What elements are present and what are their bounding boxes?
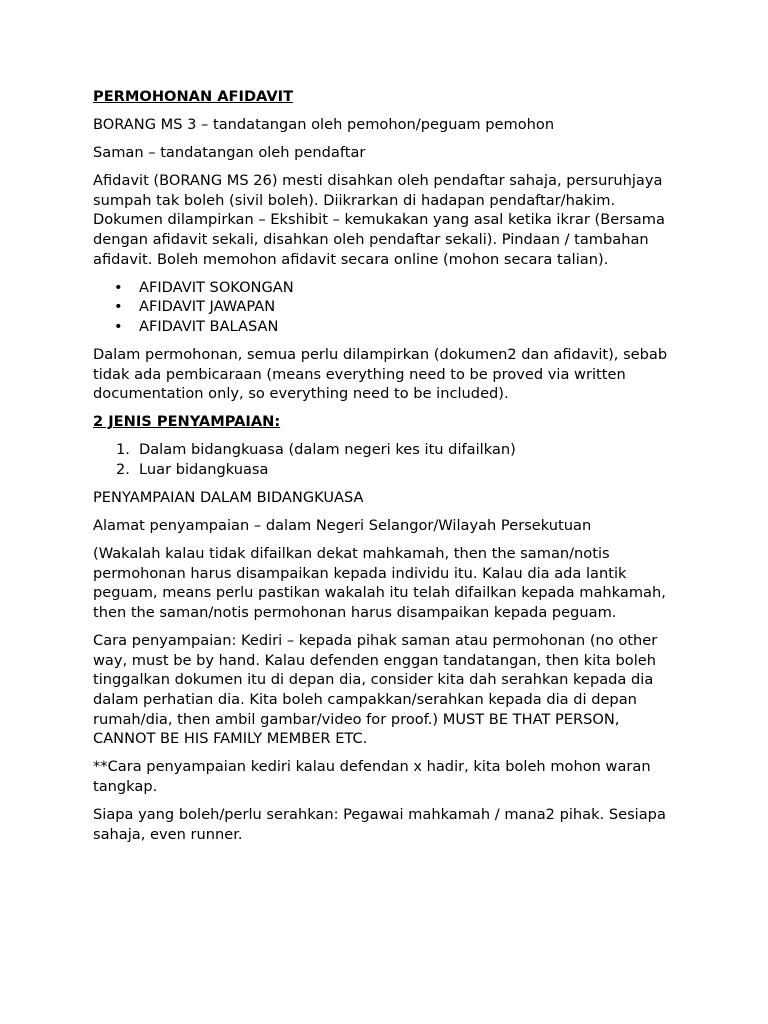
number-marker: 1. [116, 441, 130, 459]
list-item-text: Dalam bidangkuasa (dalam negeri kes itu difailkan) [139, 441, 516, 459]
bullet-marker: • [114, 278, 123, 296]
list-item-text: AFIDAVIT JAWAPAN [139, 298, 276, 316]
paragraph-dalam-permohonan: Dalam permohonan, semua perlu dilampirkan (dokumen2 dan afidavit), sebab tidak ada pembicaraan (means everything need to be proved via written documentation only, so everything need to be included). [93, 346, 668, 403]
paragraph-penyampaian-dalam-bidangkuasa: PENYAMPAIAN DALAM BIDANGKUASA [93, 489, 364, 507]
paragraph-wakalah: (Wakalah kalau tidak difailkan dekat mahkamah, then the saman/notis permohonan harus disampaikan kepada individu itu. Kalau dia ada lantik peguam, means perlu pastikan wakalah itu telah difailkan kepada mahkamah, then the saman/notis permohonan harus disampaikan kepada peguam. [93, 545, 666, 622]
bullet-marker: • [114, 317, 123, 335]
paragraph-afidavit: Afidavit (BORANG MS 26) mesti disahkan oleh pendaftar sahaja, persuruhjaya sumpah tak boleh (sivil boleh). Diikrarkan di hadapan pendaftar/hakim. Dokumen dilampirkan – Ekshibit – kemukakan yang asal ketika ikrar (Bersama dengan afidavit sekali, disahkan oleh pendaftar sekali). Pindaan / tambahan afidavit. Boleh memohon afidavit secara online (mohon secara talian). [93, 172, 665, 268]
document-title: PERMOHONAN AFIDAVIT [93, 88, 294, 105]
penyampaian-types-list [93, 440, 683, 479]
list-item [93, 317, 683, 337]
paragraph-borang-ms3: BORANG MS 3 – tandatangan oleh pemohon/peguam pemohon [93, 116, 555, 134]
list-item [93, 460, 683, 480]
section-heading-jenis-penyampaian: 2 JENIS PENYAMPAIAN: [93, 413, 281, 431]
afidavit-types-list [93, 278, 683, 337]
list-item-text: AFIDAVIT SOKONGAN [139, 278, 294, 296]
document-page [93, 87, 683, 853]
list-item [93, 440, 683, 460]
paragraph-saman: Saman – tandatangan oleh pendaftar [93, 144, 366, 162]
list-item [93, 297, 683, 317]
paragraph-alamat-penyampaian: Alamat penyampaian – dalam Negeri Selangor/Wilayah Persekutuan [93, 517, 592, 535]
bullet-marker: • [114, 298, 123, 316]
number-marker: 2. [116, 461, 130, 478]
paragraph-waran-tangkap: **Cara penyampaian kediri kalau defendan x hadir, kita boleh mohon waran tangkap. [93, 758, 651, 795]
paragraph-cara-penyampaian: Cara penyampaian: Kediri – kepada pihak saman atau permohonan (no other way, must be by hand. Kalau defenden enggan tandatangan, then kita boleh tinggalkan dokumen itu di depan dia, consider kita dah serahkan kepada dia dalam perhatian dia. Kita boleh campakkan/serahkan kepada dia di depan rumah/dia, then ambil gambar/video for proof.) MUST BE THAT PERSON, CANNOT BE HIS FAMILY MEMBER ETC. [93, 632, 658, 748]
list-item [93, 278, 683, 298]
list-item-text: AFIDAVIT BALASAN [139, 317, 279, 335]
paragraph-siapa-serahkan: Siapa yang boleh/perlu serahkan: Pegawai mahkamah / mana2 pihak. Sesiapa sahaja, even runner. [93, 805, 666, 843]
list-item-text: Luar bidangkuasa [139, 461, 269, 478]
